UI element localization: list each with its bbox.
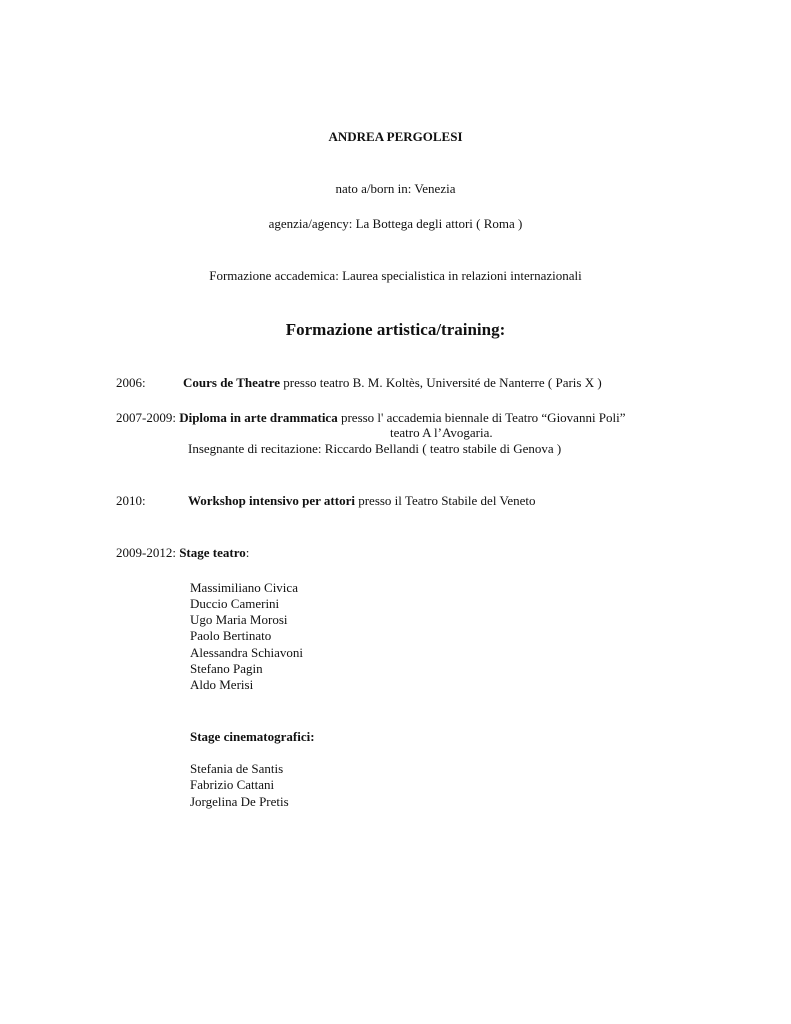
entry-2010-year: 2010:: [116, 493, 146, 508]
list-item: Aldo Merisi: [190, 677, 254, 692]
entry-2010: [188, 493, 536, 509]
entry-2007-title: Diploma in arte drammatica: [179, 410, 338, 425]
entry-2009-title: Stage teatro: [179, 545, 246, 560]
academic-training: Formazione accademica: Laurea specialistica in relazioni internazionali: [209, 268, 582, 283]
entry-2007-year: 2007-2009:: [116, 410, 180, 425]
entry-2010-title: Workshop intensivo per attori: [188, 493, 355, 508]
list-item: Jorgelina De Pretis: [190, 794, 289, 809]
entry-2007-line3: Insegnante di recitazione: Riccardo Bellandi ( teatro stabile di Genova ): [188, 441, 562, 456]
list-item: Duccio Camerini: [190, 596, 280, 611]
list-item: Fabrizio Cattani: [190, 777, 275, 792]
cinema-stage-title: Stage cinematografici:: [190, 729, 315, 744]
training-title: Formazione artistica/training:: [285, 320, 506, 339]
list-item: Paolo Bertinato: [190, 628, 272, 643]
birthplace: nato a/born in: Venezia: [335, 181, 456, 196]
list-item: Massimiliano Civica: [190, 580, 298, 595]
agency: agenzia/agency: La Bottega degli attori ( Roma ): [268, 216, 523, 231]
entry-2010-detail: presso il Teatro Stabile del Veneto: [354, 493, 536, 508]
list-item: Stefano Pagin: [190, 661, 263, 676]
name-heading: ANDREA PERGOLESI: [328, 129, 463, 144]
entry-2007-detail: presso l' accademia biennale di Teatro “Giovanni Poli”: [337, 410, 626, 425]
entry-2006-detail: presso teatro B. M. Koltès, Université de Nanterre ( Paris X ): [280, 375, 602, 390]
entry-2009: [116, 545, 249, 561]
entry-2006-year: 2006:: [116, 375, 146, 390]
entry-2009-colon: :: [245, 545, 250, 560]
entry-2007: [116, 410, 626, 426]
list-item: Stefania de Santis: [190, 761, 284, 776]
list-item: Alessandra Schiavoni: [190, 645, 304, 660]
entry-2006: [183, 375, 602, 391]
entry-2007-line2: teatro A l’Avogaria.: [390, 425, 493, 440]
list-item: Ugo Maria Morosi: [190, 612, 288, 627]
entry-2009-year: 2009-2012:: [116, 545, 180, 560]
entry-2006-title: Cours de Theatre: [183, 375, 281, 390]
